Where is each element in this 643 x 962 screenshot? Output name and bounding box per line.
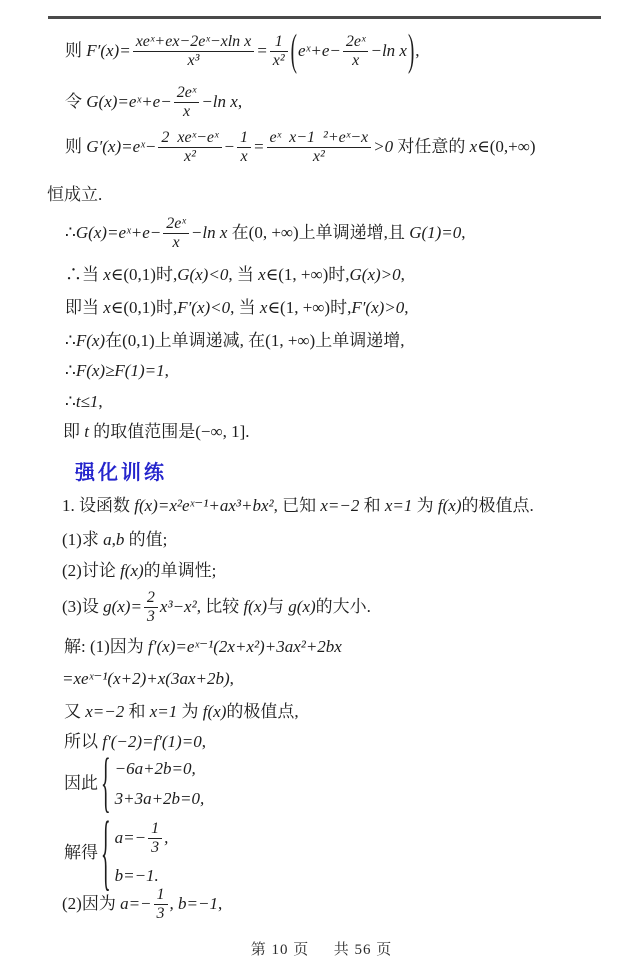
fraction-denominator: 3: [154, 904, 168, 923]
text-run: 在(0, +∞)上单调递增,且: [227, 222, 410, 242]
text-run: ,: [164, 361, 169, 380]
text-line-2: [65, 84, 242, 122]
math-run: F′(x)<0: [177, 298, 231, 317]
text-run: (3)设: [62, 596, 104, 616]
fraction-numerator: 1: [151, 820, 160, 837]
text-run: 解: (1)因为: [64, 637, 149, 656]
text-run: 恒成立.: [47, 185, 103, 204]
math-run: G′(x)=eˣ−: [86, 136, 157, 156]
text-run: 为: [412, 496, 438, 515]
math-run: g(x)=: [103, 596, 142, 616]
math-run: f′(x)=eˣ⁻¹(2x+x²)+3ax²+2bx: [148, 637, 342, 656]
text-run: 的取值范围是(−∞, 1].: [88, 422, 250, 441]
text-line-3: [65, 129, 536, 167]
text-run: 的极值点,: [226, 702, 299, 721]
fraction-denominator: 3: [148, 838, 162, 857]
text-run: 对任意的: [393, 136, 470, 156]
text-run: ∈(0,+∞): [477, 136, 536, 156]
text-run: 在(0,1)上单调递减, 在(1, +∞)上单调递增,: [105, 331, 405, 350]
fraction-denominator: x: [163, 233, 189, 252]
math-run: t: [84, 422, 89, 441]
text-run: , 比较: [196, 596, 244, 616]
text-run: ∈(0,1)时,: [110, 265, 178, 284]
text-line-9: [65, 360, 169, 383]
math-run: F′(x)=: [86, 40, 131, 60]
fraction-numerator: 1: [274, 33, 283, 50]
top-rule-divider: [48, 16, 601, 19]
fraction: [154, 886, 168, 924]
section-heading: 强化训练: [75, 462, 167, 484]
text-run: (2)因为: [62, 893, 121, 913]
text-run: ,: [400, 265, 405, 284]
text-run: 令: [65, 91, 87, 111]
math-run: F(x)≥F(1)=1: [75, 361, 165, 380]
text-line-21: [64, 807, 169, 901]
fraction-numerator: 2eˣ: [345, 33, 366, 50]
math-run: a=−: [120, 893, 152, 913]
text-run: ,: [98, 392, 103, 411]
text-line-15: [62, 589, 371, 627]
math-run: a: [103, 530, 112, 549]
text-run: (1)求: [62, 530, 104, 549]
text-run: ∴: [65, 331, 76, 350]
math-run: b: [115, 530, 125, 549]
fraction: [144, 589, 158, 627]
equation-row: [115, 758, 205, 781]
fraction-numerator: 2eˣ: [166, 215, 186, 232]
text-line-18: [64, 701, 299, 724]
text-run: ∴: [65, 392, 76, 411]
equation-system: [101, 748, 205, 821]
text-run: 的大小.: [315, 596, 371, 616]
text-line-6: [65, 264, 405, 287]
text-run: 1. 设函数: [62, 496, 135, 515]
fraction: [270, 33, 288, 71]
fraction-denominator: x: [237, 147, 251, 166]
text-run: 即当: [65, 298, 104, 317]
text-run: 解得: [64, 842, 98, 862]
text-line-14: [62, 560, 216, 583]
math-run: −ln x: [201, 91, 238, 111]
math-run: G(x)=eˣ+e−: [75, 222, 162, 242]
fraction: [148, 820, 162, 858]
equation-row: [115, 820, 169, 858]
math-run: ,: [169, 893, 174, 913]
text-line-16: [64, 636, 342, 659]
text-run: 又: [64, 702, 86, 721]
math-run: x=−2: [320, 496, 360, 515]
math-run: a=−: [114, 827, 147, 847]
text-run: 与: [267, 596, 289, 616]
math-run: =xeˣ⁻¹(x+2)+x(3ax+2b): [62, 669, 230, 688]
equation-system: [101, 807, 169, 901]
math-run: x³−x²: [159, 596, 197, 616]
text-run: 的极值点.: [461, 496, 534, 515]
text-run: ,: [237, 91, 243, 111]
fraction-denominator: x²: [270, 51, 288, 70]
math-run: >0: [373, 136, 394, 156]
text-run: (2)讨论: [62, 561, 121, 580]
fraction-numerator: 1: [156, 886, 165, 903]
math-run: 3+3a+2b=0,: [114, 788, 205, 808]
text-line-13: [62, 529, 167, 552]
math-run: G(x)=eˣ+e−: [86, 91, 172, 111]
text-line-7: [65, 297, 409, 320]
big-paren: ): [407, 27, 415, 77]
equation-rows: [115, 820, 169, 888]
equation-rows: [115, 758, 205, 811]
brace-icon: {: [101, 748, 111, 821]
math-run: G(x)<0: [177, 265, 229, 284]
fraction: [163, 215, 189, 253]
text-run: 和: [124, 702, 150, 721]
text-line-1: [65, 27, 420, 77]
fraction: [267, 129, 372, 167]
fraction-denominator: x: [343, 51, 369, 70]
math-run: −6a+2b=0,: [114, 759, 196, 778]
text-run: 的值;: [124, 530, 168, 549]
text-line-10: [65, 391, 103, 414]
text-run: ∴: [65, 361, 76, 380]
fraction-denominator: x²: [158, 147, 221, 166]
fraction-numerator: 2: [146, 589, 155, 606]
math-run: =: [253, 136, 265, 156]
text-run: 则: [65, 136, 87, 156]
text-run: 所以: [64, 732, 103, 751]
text-line-19: [64, 731, 206, 754]
text-run: ,: [461, 222, 466, 242]
math-run: =: [256, 40, 268, 60]
text-run: 的单调性;: [143, 561, 217, 580]
math-run: −: [223, 136, 236, 156]
math-run: −ln x: [190, 222, 228, 242]
text-run: ,: [404, 298, 409, 317]
fraction-denominator: 3: [144, 607, 158, 626]
fraction-denominator: x: [174, 102, 200, 121]
math-run: f(x): [437, 496, 462, 515]
math-run: g(x): [288, 596, 316, 616]
math-run: G(x)>0: [349, 265, 401, 284]
text-run: ∈(1, +∞)时,: [265, 265, 350, 284]
fraction-numerator: 2eˣ: [176, 84, 197, 101]
text-line-20: [64, 748, 205, 821]
math-run: f(x)=x²eˣ⁻¹+ax³+bx²: [134, 496, 274, 515]
text-line-11: [63, 421, 250, 444]
math-run: b=−1: [178, 893, 218, 913]
math-run: eˣ+e−: [298, 40, 341, 60]
big-paren: (: [290, 27, 297, 77]
math-run: x: [259, 298, 268, 317]
text-run: ∈(1, +∞)时,: [267, 298, 352, 317]
math-run: f′(−2)=f′(1)=0: [102, 732, 202, 751]
page-footer: 第 10 页 共 56 页: [250, 942, 393, 958]
math-run: x: [103, 265, 111, 284]
math-run: ,: [164, 827, 169, 847]
fraction-denominator: x³: [133, 51, 255, 70]
fraction: [174, 84, 200, 122]
text-run: 则: [65, 40, 87, 60]
text-run: 即: [63, 422, 85, 441]
math-run: t≤1: [75, 392, 99, 411]
math-run: F′(x)>0: [351, 298, 405, 317]
fraction-denominator: x²: [267, 147, 372, 166]
text-line-4: [47, 184, 102, 207]
text-run: , 当: [230, 298, 260, 317]
text-line-17: [62, 668, 234, 691]
math-run: x=1: [384, 496, 413, 515]
fraction: [343, 33, 369, 71]
text-run: ∴: [65, 222, 76, 242]
fraction: [158, 129, 221, 167]
math-run: f(x): [202, 702, 227, 721]
text-run: ∴当: [65, 265, 104, 284]
math-run: x: [258, 265, 266, 284]
math-run: b=−1.: [114, 865, 159, 885]
text-run: ,: [229, 669, 234, 688]
math-run: f(x): [243, 596, 268, 616]
text-run: 因此: [64, 773, 98, 793]
math-run: f(x): [120, 561, 144, 580]
text-line-22: [62, 886, 222, 924]
text-run: , 已知: [273, 496, 321, 515]
fraction: [133, 33, 255, 71]
math-run: G(1)=0: [409, 222, 462, 242]
text-line-5: [65, 215, 466, 253]
equation-row: [115, 788, 205, 811]
text-run: 为: [177, 702, 203, 721]
fraction-numerator: 1: [240, 129, 249, 146]
brace-icon: {: [101, 807, 111, 901]
fraction: [237, 129, 251, 167]
text-run: ,: [217, 893, 223, 913]
fraction-numerator: eˣ x−1 ²+eˣ−x: [269, 129, 369, 146]
text-line-8: [65, 330, 404, 353]
text-run: ,: [201, 732, 206, 751]
fraction-numerator: xeˣ+ex−2eˣ−xln x: [135, 33, 252, 50]
math-run: F(x): [75, 331, 106, 350]
text-run: , 当: [228, 265, 259, 284]
math-run: x: [103, 298, 111, 317]
text-line-12: [62, 495, 534, 518]
math-run: x=1: [149, 702, 178, 721]
equation-row: [115, 865, 169, 888]
fraction-numerator: 2 xeˣ−eˣ: [161, 129, 219, 146]
text-run: ,: [111, 530, 116, 549]
math-run: x: [469, 136, 478, 156]
math-run: −ln x: [370, 40, 407, 60]
text-run: ,: [415, 40, 420, 60]
math-run: x=−2: [85, 702, 125, 721]
text-run: 和: [359, 496, 385, 515]
text-run: ∈(0,1)时,: [110, 298, 178, 317]
